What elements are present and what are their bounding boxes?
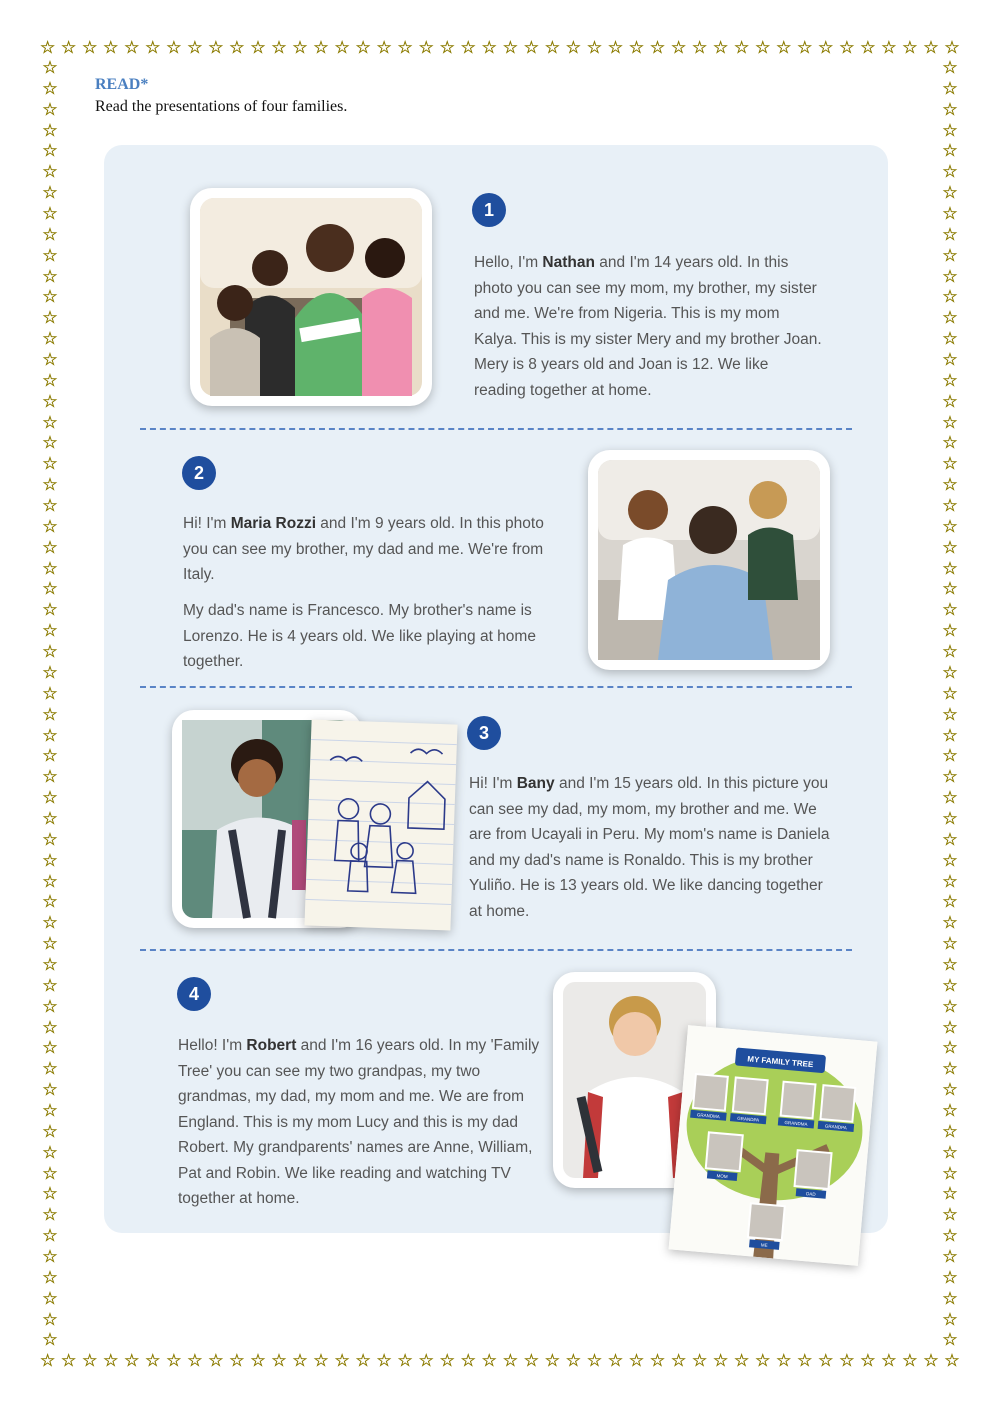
- star-icon: ☆: [42, 871, 58, 892]
- star-icon: ☆: [42, 892, 58, 913]
- star-icon: ☆: [942, 141, 958, 162]
- star-icon: ☆: [42, 308, 58, 329]
- star-icon: ☆: [418, 1351, 434, 1371]
- star-icon: ☆: [942, 725, 958, 746]
- star-icon: ☆: [942, 266, 958, 287]
- star-icon: ☆: [42, 1330, 58, 1351]
- star-icon: ☆: [942, 391, 958, 412]
- star-icon: ☆: [565, 38, 582, 58]
- star-icon: ☆: [42, 975, 58, 996]
- star-icon: ☆: [42, 1142, 58, 1163]
- star-icon: ☆: [42, 829, 58, 850]
- star-icon: ☆: [42, 454, 58, 475]
- star-icon: ☆: [42, 287, 58, 308]
- star-icon: ☆: [42, 266, 58, 287]
- family-1-text: [474, 250, 824, 403]
- star-icon: ☆: [42, 1205, 58, 1226]
- family-4-text: [178, 1033, 548, 1212]
- star-icon: ☆: [942, 683, 958, 704]
- star-icon: ☆: [42, 329, 58, 350]
- star-icon: ☆: [942, 579, 958, 600]
- star-icon: ☆: [502, 1351, 518, 1371]
- star-icon: ☆: [942, 642, 958, 663]
- star-icon: ☆: [691, 38, 708, 58]
- star-icon: ☆: [42, 183, 58, 204]
- tree-label: GRANDPA: [737, 1115, 760, 1123]
- star-icon: ☆: [42, 788, 58, 809]
- star-icon: ☆: [942, 996, 958, 1017]
- star-icon: ☆: [944, 38, 960, 58]
- star-icon: ☆: [166, 38, 182, 58]
- star-icon: ☆: [42, 683, 58, 704]
- star-icon: ☆: [942, 600, 958, 621]
- star-icon: ☆: [942, 975, 958, 996]
- star-icon: ☆: [776, 1351, 792, 1371]
- star-icon: ☆: [881, 1351, 897, 1371]
- star-icon: ☆: [942, 329, 958, 350]
- star-icon: ☆: [42, 579, 58, 600]
- star-icon: ☆: [292, 38, 308, 58]
- star-icon: ☆: [942, 808, 958, 829]
- star-icon: ☆: [942, 162, 958, 183]
- star-icon: ☆: [839, 38, 855, 58]
- star-icon: ☆: [103, 1351, 119, 1371]
- text-post: and I'm 9 years old. In this photo you can see my brother, my dad and me. We're from Italy.: [183, 515, 544, 583]
- text-pre: Hi! I'm: [469, 775, 517, 792]
- star-icon: ☆: [942, 370, 958, 391]
- text-post: and I'm 15 years old. In this picture you can see my dad, my mom, my brother and me. We are from Ucayali in Peru. My mom's name is Daniela and my dad's name is Ronaldo. This is my brother Yuliño. He is 13 years old. We like dancing together at home.: [469, 775, 830, 920]
- family-tree-poster: [669, 1025, 878, 1266]
- family-2-name: Maria Rozzi: [230, 515, 316, 532]
- star-icon: ☆: [250, 1351, 266, 1371]
- star-icon: ☆: [481, 1351, 497, 1371]
- family-2-text: [183, 511, 563, 588]
- star-icon: ☆: [942, 1205, 958, 1226]
- tree-label: GRANDMA: [784, 1119, 808, 1127]
- star-icon: ☆: [42, 746, 58, 767]
- star-icon: ☆: [942, 1163, 958, 1184]
- star-icon: ☆: [42, 78, 58, 99]
- star-icon: ☆: [942, 621, 958, 642]
- star-icon: ☆: [649, 38, 666, 58]
- star-icon: ☆: [460, 1351, 476, 1371]
- instruction-text: Read the presentations of four families.: [95, 98, 348, 115]
- star-icon: ☆: [42, 1246, 58, 1267]
- star-icon: ☆: [208, 1351, 224, 1371]
- star-border-right: [940, 60, 960, 1350]
- star-icon: ☆: [42, 662, 58, 683]
- star-icon: ☆: [942, 516, 958, 537]
- star-icon: ☆: [271, 38, 287, 58]
- star-icon: ☆: [942, 412, 958, 433]
- star-icon: ☆: [439, 1351, 455, 1371]
- star-icon: ☆: [942, 871, 958, 892]
- star-icon: ☆: [942, 308, 958, 329]
- star-icon: ☆: [523, 38, 539, 58]
- family-2-photo: [588, 450, 830, 670]
- star-icon: ☆: [942, 1038, 958, 1059]
- star-icon: ☆: [797, 38, 813, 58]
- star-icon: ☆: [229, 38, 245, 58]
- star-icon: ☆: [860, 1351, 876, 1371]
- star-icon: ☆: [942, 1267, 958, 1288]
- star-icon: ☆: [881, 38, 897, 58]
- star-icon: ☆: [942, 58, 958, 78]
- star-icon: ☆: [628, 1351, 645, 1371]
- star-icon: ☆: [42, 1080, 58, 1101]
- star-icon: ☆: [502, 38, 518, 58]
- family-2-text-2: My dad's name is Francesco. My brother's name is Lorenzo. He is 4 years old. We like playing at home together.: [183, 602, 536, 670]
- star-icon: ☆: [397, 38, 413, 58]
- star-icon: ☆: [42, 433, 58, 454]
- star-icon: ☆: [544, 38, 560, 58]
- star-icon: ☆: [942, 829, 958, 850]
- star-icon: ☆: [376, 38, 392, 58]
- star-icon: ☆: [376, 1351, 392, 1371]
- family-1-name: Nathan: [542, 254, 595, 271]
- star-icon: ☆: [42, 370, 58, 391]
- star-icon: ☆: [776, 38, 792, 58]
- star-icon: ☆: [187, 38, 203, 58]
- star-icon: ☆: [42, 1267, 58, 1288]
- text-post: and I'm 16 years old. In my 'Family Tree' you can see my two grandpas, my two grandmas, my dad, my mom and me. We are from England. This is my mom Lucy and this is my dad Robert. My grandparents' names are Anne, William, Pat and Robin. We like reading and watching TV together at home.: [178, 1037, 540, 1207]
- star-icon: ☆: [607, 1351, 624, 1371]
- star-icon: ☆: [942, 954, 958, 975]
- star-icon: ☆: [42, 412, 58, 433]
- star-icon: ☆: [942, 1309, 958, 1330]
- star-icon: ☆: [942, 767, 958, 788]
- star-icon: ☆: [42, 1288, 58, 1309]
- star-icon: ☆: [124, 1351, 140, 1371]
- star-icon: ☆: [460, 38, 476, 58]
- star-icon: ☆: [942, 788, 958, 809]
- star-icon: ☆: [942, 224, 958, 245]
- star-icon: ☆: [42, 1184, 58, 1205]
- star-icon: ☆: [42, 120, 58, 141]
- star-icon: ☆: [818, 1351, 834, 1371]
- star-icon: ☆: [797, 1351, 813, 1371]
- star-icon: ☆: [42, 245, 58, 266]
- star-icon: ☆: [942, 496, 958, 517]
- star-icon: ☆: [755, 1351, 771, 1371]
- star-icon: ☆: [942, 662, 958, 683]
- star-icon: ☆: [40, 1351, 56, 1371]
- star-icon: ☆: [942, 746, 958, 767]
- star-icon: ☆: [418, 38, 434, 58]
- star-icon: ☆: [42, 767, 58, 788]
- tree-label: MOM: [716, 1173, 728, 1180]
- divider-1: [140, 428, 852, 430]
- star-icon: ☆: [713, 38, 729, 58]
- star-icon: ☆: [42, 162, 58, 183]
- star-icon: ☆: [334, 1351, 350, 1371]
- tree-label: GRANDPA: [824, 1123, 847, 1131]
- star-icon: ☆: [42, 954, 58, 975]
- star-icon: ☆: [942, 537, 958, 558]
- star-icon: ☆: [942, 1184, 958, 1205]
- star-icon: ☆: [942, 78, 958, 99]
- star-icon: ☆: [942, 1080, 958, 1101]
- star-icon: ☆: [42, 850, 58, 871]
- star-icon: ☆: [586, 38, 603, 58]
- star-icon: ☆: [42, 224, 58, 245]
- star-icon: ☆: [42, 99, 58, 120]
- star-icon: ☆: [565, 1351, 582, 1371]
- section-heading: READ*: [95, 76, 149, 93]
- divider-2: [140, 686, 852, 688]
- star-icon: ☆: [942, 287, 958, 308]
- tree-label: GRANDMA: [696, 1112, 721, 1120]
- star-icon: ☆: [103, 38, 119, 58]
- star-icon: ☆: [397, 1351, 413, 1371]
- star-icon: ☆: [691, 1351, 708, 1371]
- star-icon: ☆: [942, 350, 958, 371]
- star-icon: ☆: [187, 1351, 203, 1371]
- star-icon: ☆: [42, 600, 58, 621]
- family-3-drawing: [304, 720, 457, 931]
- star-icon: ☆: [942, 934, 958, 955]
- star-icon: ☆: [942, 704, 958, 725]
- star-icon: ☆: [481, 38, 497, 58]
- star-icon: ☆: [839, 1351, 855, 1371]
- star-icon: ☆: [208, 38, 224, 58]
- star-icon: ☆: [124, 38, 140, 58]
- star-icon: ☆: [944, 1351, 960, 1371]
- star-border-left: [40, 60, 60, 1350]
- tree-label: DAD: [805, 1191, 816, 1197]
- star-icon: ☆: [42, 1017, 58, 1038]
- star-icon: ☆: [313, 38, 329, 58]
- star-icon: ☆: [355, 1351, 371, 1371]
- star-icon: ☆: [42, 475, 58, 496]
- star-icon: ☆: [61, 38, 77, 58]
- star-icon: ☆: [61, 1351, 77, 1371]
- star-icon: ☆: [942, 913, 958, 934]
- star-icon: ☆: [902, 38, 918, 58]
- star-icon: ☆: [607, 38, 624, 58]
- star-icon: ☆: [818, 38, 834, 58]
- star-border-bottom: [40, 1353, 960, 1373]
- star-icon: ☆: [42, 1163, 58, 1184]
- star-icon: ☆: [42, 1038, 58, 1059]
- star-icon: ☆: [860, 38, 876, 58]
- star-icon: ☆: [42, 537, 58, 558]
- star-icon: ☆: [942, 892, 958, 913]
- star-icon: ☆: [942, 99, 958, 120]
- star-icon: ☆: [42, 1121, 58, 1142]
- star-icon: ☆: [42, 725, 58, 746]
- star-icon: ☆: [42, 58, 58, 78]
- star-icon: ☆: [942, 558, 958, 579]
- star-icon: ☆: [670, 38, 687, 58]
- star-icon: ☆: [942, 1288, 958, 1309]
- star-icon: ☆: [42, 1226, 58, 1247]
- star-icon: ☆: [942, 454, 958, 475]
- family-3-name: Bany: [516, 775, 555, 792]
- star-icon: ☆: [42, 621, 58, 642]
- star-icon: ☆: [42, 204, 58, 225]
- tree-label: ME: [760, 1242, 768, 1248]
- star-icon: ☆: [670, 1351, 687, 1371]
- star-icon: ☆: [439, 38, 455, 58]
- number-badge-1: 1: [472, 193, 506, 227]
- star-icon: ☆: [942, 850, 958, 871]
- star-icon: ☆: [42, 1309, 58, 1330]
- star-icon: ☆: [902, 1351, 918, 1371]
- star-icon: ☆: [250, 38, 266, 58]
- star-icon: ☆: [42, 996, 58, 1017]
- star-icon: ☆: [42, 704, 58, 725]
- text-pre: Hello! I'm: [178, 1037, 247, 1054]
- star-icon: ☆: [292, 1351, 308, 1371]
- star-icon: ☆: [313, 1351, 329, 1371]
- divider-3: [140, 949, 852, 951]
- star-icon: ☆: [942, 1059, 958, 1080]
- star-icon: ☆: [42, 558, 58, 579]
- star-icon: ☆: [942, 204, 958, 225]
- family-1-photo: [190, 188, 432, 406]
- number-badge-3: 3: [467, 716, 501, 750]
- star-icon: ☆: [713, 1351, 729, 1371]
- star-icon: ☆: [942, 1246, 958, 1267]
- star-icon: ☆: [942, 1142, 958, 1163]
- star-icon: ☆: [42, 1059, 58, 1080]
- star-icon: ☆: [42, 391, 58, 412]
- star-icon: ☆: [271, 1351, 287, 1371]
- star-icon: ☆: [40, 38, 56, 58]
- star-icon: ☆: [82, 38, 98, 58]
- star-icon: ☆: [523, 1351, 539, 1371]
- star-icon: ☆: [942, 1121, 958, 1142]
- number-badge-2: 2: [182, 456, 216, 490]
- star-icon: ☆: [42, 934, 58, 955]
- star-icon: ☆: [942, 120, 958, 141]
- star-icon: ☆: [42, 141, 58, 162]
- star-icon: ☆: [942, 1017, 958, 1038]
- family-tree-title: MY FAMILY TREE: [747, 1054, 814, 1070]
- star-icon: ☆: [628, 38, 645, 58]
- star-border-top: [40, 40, 960, 60]
- star-icon: ☆: [355, 38, 371, 58]
- star-icon: ☆: [42, 642, 58, 663]
- number-badge-4: 4: [177, 977, 211, 1011]
- star-icon: ☆: [942, 1330, 958, 1351]
- text-pre: Hi! I'm: [183, 515, 231, 532]
- star-icon: ☆: [82, 1351, 98, 1371]
- star-icon: ☆: [923, 38, 939, 58]
- star-icon: ☆: [942, 183, 958, 204]
- star-icon: ☆: [923, 1351, 939, 1371]
- star-icon: ☆: [649, 1351, 666, 1371]
- star-icon: ☆: [942, 475, 958, 496]
- star-icon: ☆: [42, 808, 58, 829]
- star-icon: ☆: [166, 1351, 182, 1371]
- star-icon: ☆: [229, 1351, 245, 1371]
- star-icon: ☆: [942, 1100, 958, 1121]
- star-icon: ☆: [42, 350, 58, 371]
- star-icon: ☆: [544, 1351, 560, 1371]
- star-icon: ☆: [42, 913, 58, 934]
- star-icon: ☆: [942, 433, 958, 454]
- star-icon: ☆: [145, 38, 161, 58]
- family-4-name: Robert: [246, 1037, 297, 1054]
- star-icon: ☆: [734, 38, 750, 58]
- star-icon: ☆: [334, 38, 350, 58]
- text-post: and I'm 14 years old. In this photo you can see my mom, my brother, my sister and me. We're from Nigeria. This is my mom Kalya. This is my sister Mery and my brother Joan. Mery is 8 years old and Joan is 12. We like reading together at home.: [474, 254, 822, 399]
- star-icon: ☆: [942, 245, 958, 266]
- star-icon: ☆: [42, 516, 58, 537]
- star-icon: ☆: [42, 496, 58, 517]
- star-icon: ☆: [42, 1100, 58, 1121]
- star-icon: ☆: [586, 1351, 603, 1371]
- star-icon: ☆: [942, 1226, 958, 1247]
- star-icon: ☆: [145, 1351, 161, 1371]
- family-3-text: [469, 771, 839, 924]
- text-pre: Hello, I'm: [474, 254, 543, 271]
- star-icon: ☆: [755, 38, 771, 58]
- star-icon: ☆: [734, 1351, 750, 1371]
